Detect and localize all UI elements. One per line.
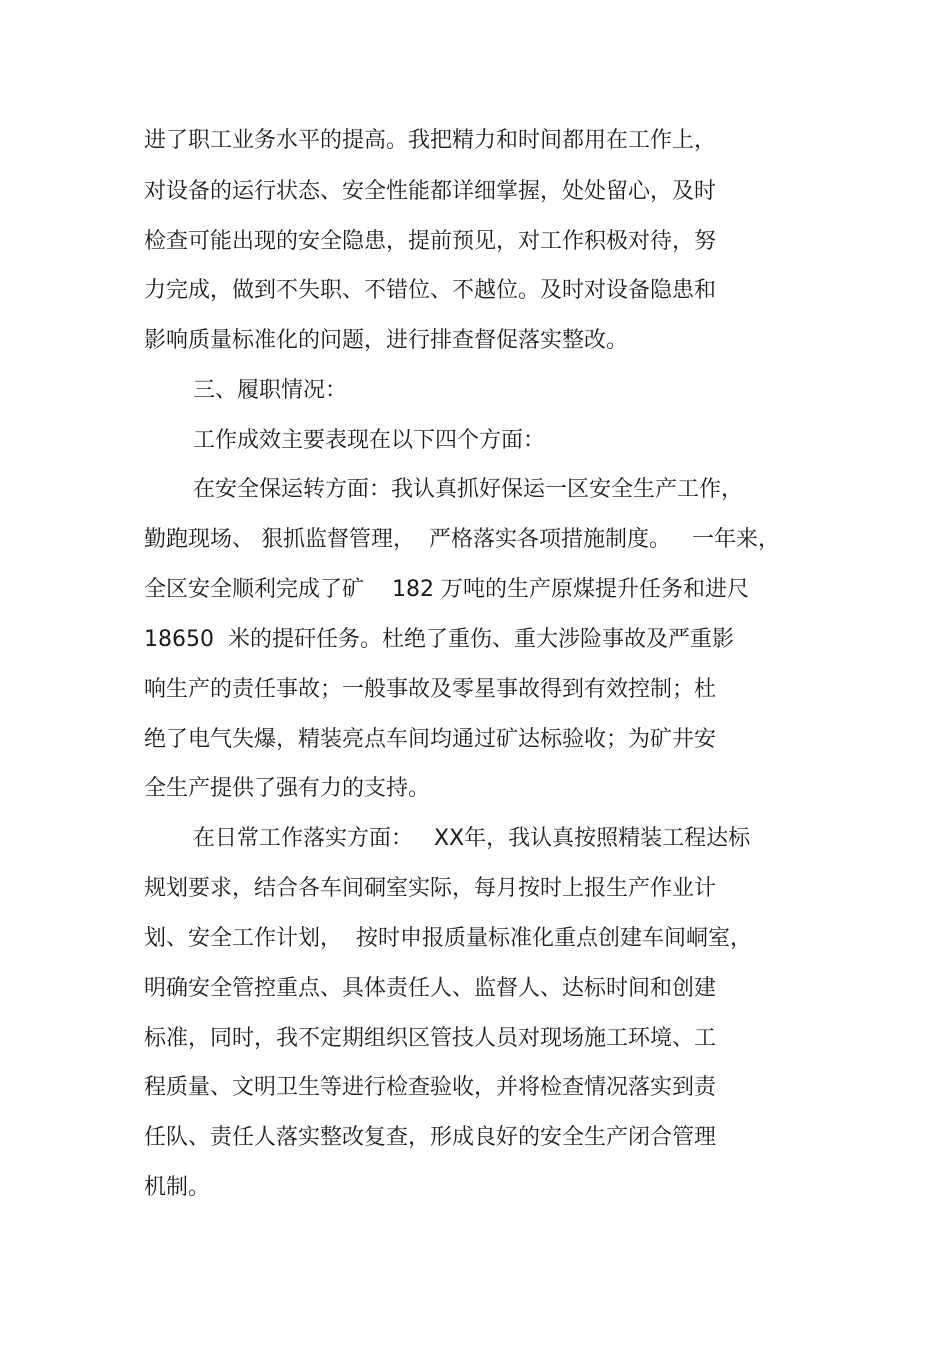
section-heading: 三、履职情况： <box>193 378 348 403</box>
text-line: 对设备的运行状态、安全性能都详细掌握，处处留心，及时 <box>144 179 717 204</box>
text-line: 影响质量标准化的问题，进行排查督促落实整改。 <box>144 328 629 353</box>
text-line: 在安全保运转方面：我认真抓好保运一区安全生产工作， <box>193 477 744 502</box>
text-line: 勤跑现场、 狠抓监督管理， 严格落实各项措施制度。 一年来， <box>144 527 780 552</box>
text-line: 机制。 <box>144 1175 211 1200</box>
text-line: 响生产的责任事故；一般事故及零星事故得到有效控制；杜 <box>144 677 717 702</box>
text-line: 明确安全管控重点、具体责任人、监督人、达标时间和创建 <box>144 976 717 1001</box>
text-line: 规划要求，结合各车间硐室实际，每月按时上报生产作业计 <box>144 876 717 901</box>
text-line: 工作成效主要表现在以下四个方面： <box>193 428 546 453</box>
text-line: 18650 米的提矸任务。杜绝了重伤、重大涉险事故及严重影 <box>144 627 734 652</box>
text-line: 绝了电气失爆，精装亮点车间均通过矿达标验收；为矿井安 <box>144 727 717 752</box>
text-line: 标准，同时，我不定期组织区管技人员对现场施工环境、工 <box>144 1026 717 1051</box>
text-line: 全生产提供了强有力的支持。 <box>144 776 431 801</box>
text-line: 全区安全顺利完成了矿 182 万吨的生产原煤提升任务和进尺 <box>144 577 749 602</box>
text-line: 检查可能出现的安全隐患，提前预见，对工作积极对待，努 <box>144 229 717 254</box>
text-line: 程质量、文明卫生等进行检查验收，并将检查情况落实到责 <box>144 1075 717 1100</box>
text-line: 在日常工作落实方面： XX年，我认真按照精装工程达标 <box>193 826 751 851</box>
text-line: 划、安全工作计划， 按时申报质量标准化重点创建车间峒室， <box>144 926 752 951</box>
text-line: 力完成，做到不失职、不错位、不越位。及时对设备隐患和 <box>144 278 717 303</box>
text-line: 任队、责任人落实整改复查，形成良好的安全生产闭合管理 <box>144 1125 717 1150</box>
text-line: 进了职工业务水平的提高。我把精力和时间都用在工作上， <box>144 128 717 153</box>
